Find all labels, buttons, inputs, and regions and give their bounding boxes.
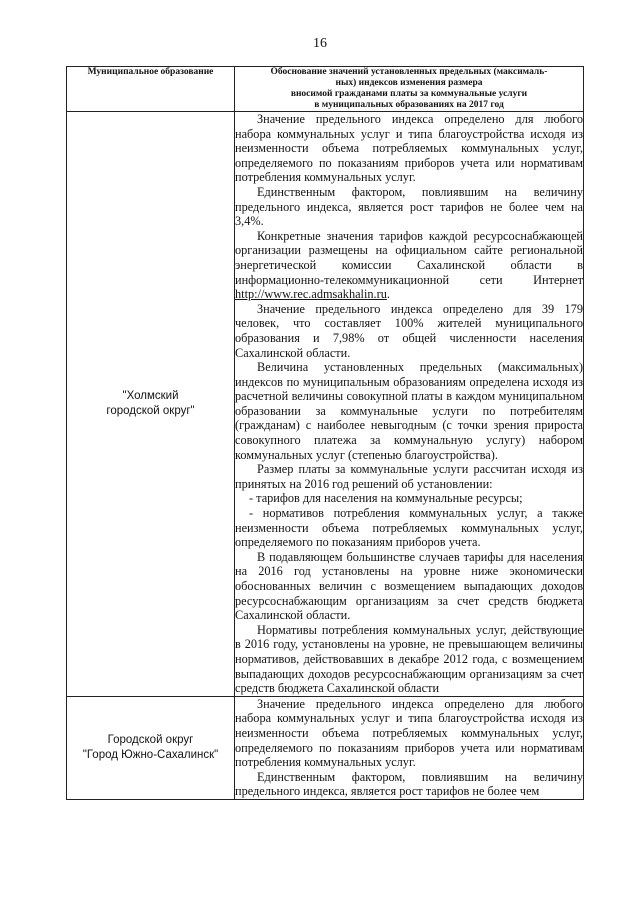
- table-row: [67, 112, 584, 697]
- paragraph: Конкретные значения тарифов каждой ресурсоснабжающей организации размещены на официальном сайте региональной энергетической комиссии Сахалинской области в информационно-телекоммуникационной сети Интернет http://www.rec.admsakhalin.ru.: [235, 228, 583, 302]
- paragraph: Нормативы потребления коммунальных услуг, действующие в 2016 году, установлены на уровне, не превышающем величины нормативов, действовавших в декабре 2012 года, с возмещением выпадающих доходов ресурсоснабжающим организациям за счет средств бюджета Сахалинской области: [235, 622, 583, 696]
- paragraph: Единственным фактором, повлиявшим на величину предельного индекса, является рост тарифов не более чем на 3,4%.: [235, 184, 583, 229]
- municipality-cell: [67, 696, 235, 799]
- table-row: [67, 696, 584, 799]
- municipality-cell: [67, 112, 235, 697]
- header-justification-line: вносимой гражданами платы за коммунальные услуги: [290, 89, 528, 99]
- paragraph: В подавляющем большинстве случаев тарифы для населения на 2016 год установлены на уровне ниже экономически обоснованных величин с возмещением выпадающих доходов ресурсоснабжающим организациям за счет средств бюджета Сахалинской области.: [235, 549, 583, 623]
- justification-table: [66, 66, 584, 800]
- municipality-name-line: "Город Южно-Сахалинск": [82, 748, 219, 761]
- header-justification-line: Обоснование значений установленных предельных (максималь-: [270, 67, 548, 77]
- paragraph: Размер платы за коммунальные услуги рассчитан исходя из принятых на 2016 год решений об установлении:: [235, 462, 583, 491]
- paragraph: Единственным фактором, повлиявшим на величину предельного индекса, является рост тарифов не более чем: [235, 769, 583, 799]
- rec-website-link[interactable]: http://www.rec.admsakhalin.ru: [235, 287, 387, 302]
- paragraph: Величина установленных предельных (максимальных) индексов по муниципальным образованиям определена исходя из расчетной величины совокупной платы в каждом муниципальном образовании за коммунальные услуги по потребителям (гражданам) с наиболее невыгодным (с точки зрения прироста совокупного платежа за коммунальную услугу) набором коммунальных услуг (степенью благоустройства).: [235, 360, 583, 462]
- paragraph: Значение предельного индекса определено для 39 179 человек, что составляет 100% жителей муниципального образования и 7,98% от общей численности населения Сахалинской области.: [235, 301, 583, 360]
- paragraph: Значение предельного индекса определено для любого набора коммунальных услуг и типа благоустройства исходя из неизменности объема потребляемых коммунальных услуг, определяемого по показаниям приборов учета или нормативам потребления коммунальных услуг.: [235, 112, 583, 185]
- justification-cell: [235, 696, 584, 799]
- municipality-name-line: городской округ": [106, 404, 195, 417]
- header-justification: [235, 67, 584, 112]
- page-number: 16: [313, 36, 327, 51]
- list-item: - тарифов для населения на коммунальные ресурсы;: [249, 491, 523, 506]
- table-header-row: [67, 67, 584, 112]
- municipality-name-line: Городской округ: [107, 733, 194, 746]
- paragraph: Значение предельного индекса определено для любого набора коммунальных услуг и типа благоустройства исходя из неизменности объема потребляемых коммунальных услуг, определяемого по показаниям приборов учета или нормативам потребления коммунальных услуг.: [235, 696, 583, 770]
- justification-cell: [235, 112, 584, 697]
- paragraph-text: Конкретные значения тарифов каждой ресурсоснабжающей организации размещены на официальном сайте региональной энергетической комиссии Сахалинской области в информационно-телекоммуникационной сети Интернет: [235, 228, 583, 287]
- header-justification-line: в муниципальных образованиях на 2017 год: [314, 100, 504, 110]
- municipality-name-line: "Холмский: [122, 389, 179, 402]
- header-justification-line: ных) индексов изменения размера: [335, 78, 483, 88]
- header-municipality: Муниципальное образование: [67, 67, 235, 112]
- list-item: - нормативов потребления коммунальных услуг, а также неизменности объема потребляемых коммунальных услуг, определяемого по показаниям приборов учета.: [235, 506, 583, 550]
